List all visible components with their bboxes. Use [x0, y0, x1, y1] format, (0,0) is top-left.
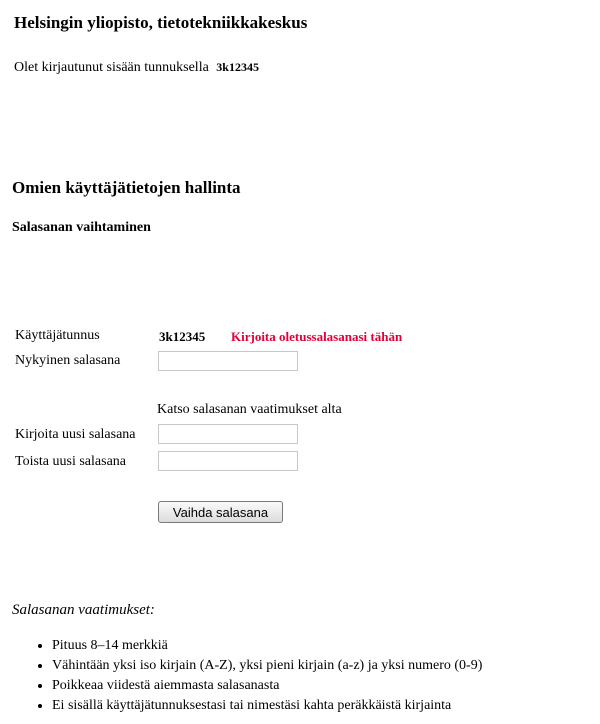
repeat-password-field[interactable]: [158, 451, 298, 471]
list-item: • Poikkeaa viidestä aiemmasta salasanasta: [52, 676, 482, 696]
current-password-field[interactable]: [158, 351, 298, 371]
username-value: 3k12345: [159, 329, 206, 344]
list-item: • Vähintään yksi iso kirjain (A-Z), yksi pieni kirjain (a-z) ja yksi numero (0-9): [52, 656, 482, 676]
login-status-text: Olet kirjautunut sisään tunnuksella: [14, 60, 209, 75]
page-subtitle: Salasanan vaihtaminen: [12, 220, 151, 235]
change-password-button[interactable]: Vaihda salasana: [158, 501, 283, 523]
page-title: Omien käyttäjätietojen hallinta: [12, 178, 241, 197]
new-password-field[interactable]: [158, 424, 298, 444]
new-password-label: Kirjoita uusi salasana: [15, 427, 136, 442]
requirements-list: [12, 636, 482, 716]
current-password-label: Nykyinen salasana: [15, 353, 121, 368]
list-item: • Pituus 8–14 merkkiä: [52, 636, 482, 656]
organization-title: Helsingin yliopisto, tietotekniikkakeskus: [14, 13, 308, 32]
username-label: Käyttäjätunnus: [15, 328, 100, 343]
repeat-password-label: Toista uusi salasana: [15, 454, 126, 469]
login-status: [14, 60, 259, 76]
list-item: • Ei sisällä käyttäjätunnuksestasi tai nimestäsi kahta peräkkäistä kirjainta: [52, 696, 482, 716]
logged-in-username: 3k12345: [216, 60, 259, 74]
requirements-note: Katso salasanan vaatimukset alta: [157, 402, 342, 417]
default-password-hint: Kirjoita oletussalasanasi tähän: [231, 329, 403, 344]
requirements-title: Salasanan vaatimukset:: [12, 602, 155, 618]
